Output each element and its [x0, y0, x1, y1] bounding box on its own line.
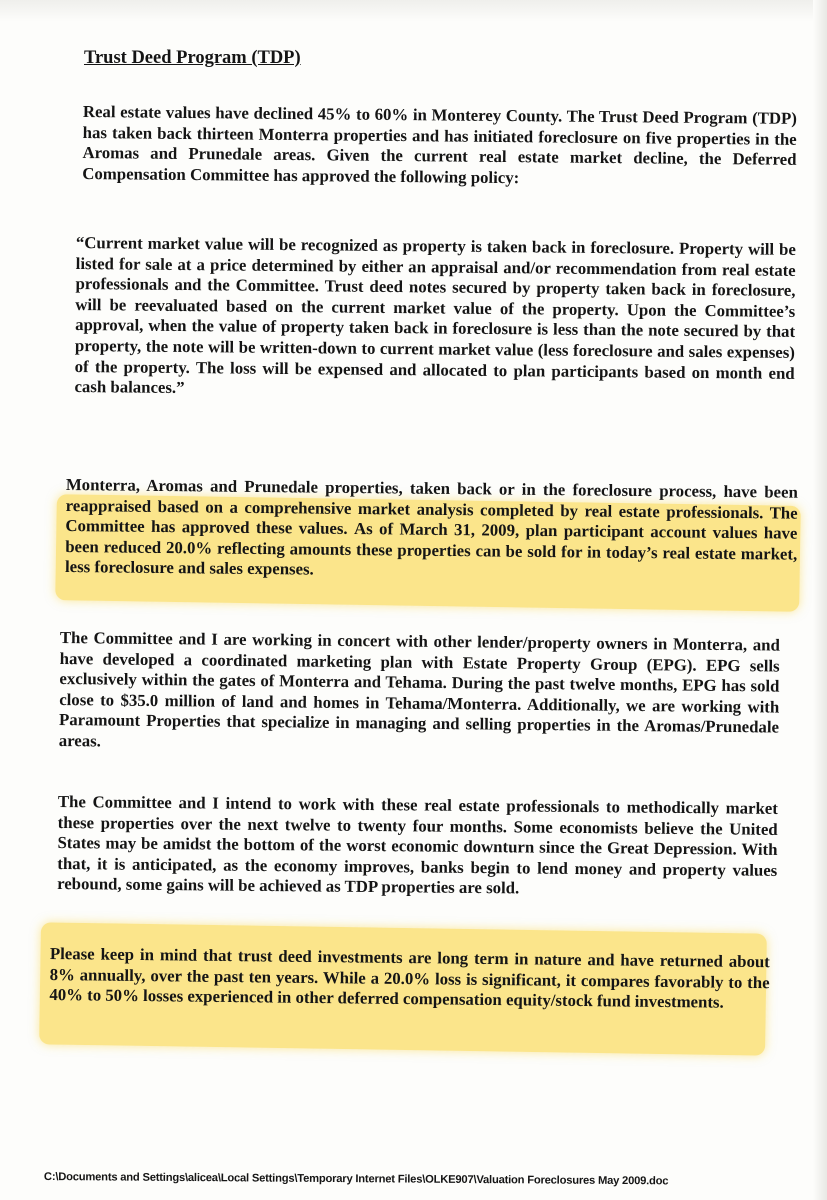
- paragraph-reappraisal: [65, 475, 798, 586]
- paragraph-policy-quote: “Current market value will be recognized as property is taken back in foreclosure. Property will be listed for sale at a price determined by either an appraisal and/or recommendation from real estate professionals and the Committee. Trust deed notes secured by property taken back in foreclosure, will be reevaluated based on the current market value of the property. Upon the Committee’s approval, when the value of property taken back in foreclosure is less than the note secured by that property, the note will be written-down to current market value (less foreclosure and sales expenses) of the property. The loss will be expensed and allocated to plan participants based on month end cash balances.”: [74, 233, 796, 398]
- paragraph-marketing-plan: The Committee and I are working in concert with other lender/property owners in Monterra, and have developed a coordinated marketing plan with Estate Property Group (EPG). EPG sells exclusively within the gates of Monterra and Tehama. During the past twelve months, EPG has sold close to $35.0 million of land and homes in Tehama/Monterra. Additionally, we are working with Paramount Properties that specialize in managing and selling properties in the Aromas/Prunedale areas.: [58, 628, 780, 751]
- file-path-footer: C:\Documents and Settings\alicea\Local Settings\Temporary Internet Files\OLKE907\Valuation Foreclosures May 2009.doc: [43, 1171, 669, 1188]
- scan-shadow-top: [0, 0, 827, 22]
- reappraisal-highlighted-text: have been reappraised based on a comprehensive market analysis completed by real estate professionals. The Committee has approved these values.: [65, 481, 798, 539]
- paragraph-outlook: The Committee and I intend to work with these real estate professionals to methodically market these properties over the next twelve to twenty four months. Some economists believe the United States may be amidst the bottom of the worst economic downturn since the Great Depression. With that, it is anticipated, as the economy improves, banks begin to lend money and property values rebound, some gains will be achieved as TDP properties are sold.: [57, 792, 778, 898]
- scan-shadow-right: [813, 0, 827, 1200]
- reappraisal-intro-text: Monterra, Aromas and Prunedale properties, taken back or in the foreclosure process,: [65, 475, 724, 501]
- returns-highlighted-text: Please keep in mind that trust deed investments are long term in nature and have returned about 8% annually, over the past ten years. While a 20.0% loss is significant, it compares favorably to the 40% to 50% losses experienced in other deferred compensation equity/stock fund investments.: [49, 944, 770, 1012]
- document-title: Trust Deed Program (TDP): [84, 48, 301, 68]
- paragraph-intro: Real estate values have declined 45% to 60% in Monterey County. The Trust Deed Program (TDP) has taken back thirteen Monterra properties and has initiated foreclosure on five properties in the Aromas and Prunedale areas. Given the current real estate market decline, the Deferred Compensation Committee has approved the following policy:: [82, 102, 797, 187]
- paragraph-returns: [49, 944, 770, 1014]
- reappraisal-bold-text: As of March 31, 2009, plan participant account values have been reduced 20.0% reflecting amounts these properties can be sold for in today’s real estate market, less foreclosure and sales expenses.: [64, 519, 798, 579]
